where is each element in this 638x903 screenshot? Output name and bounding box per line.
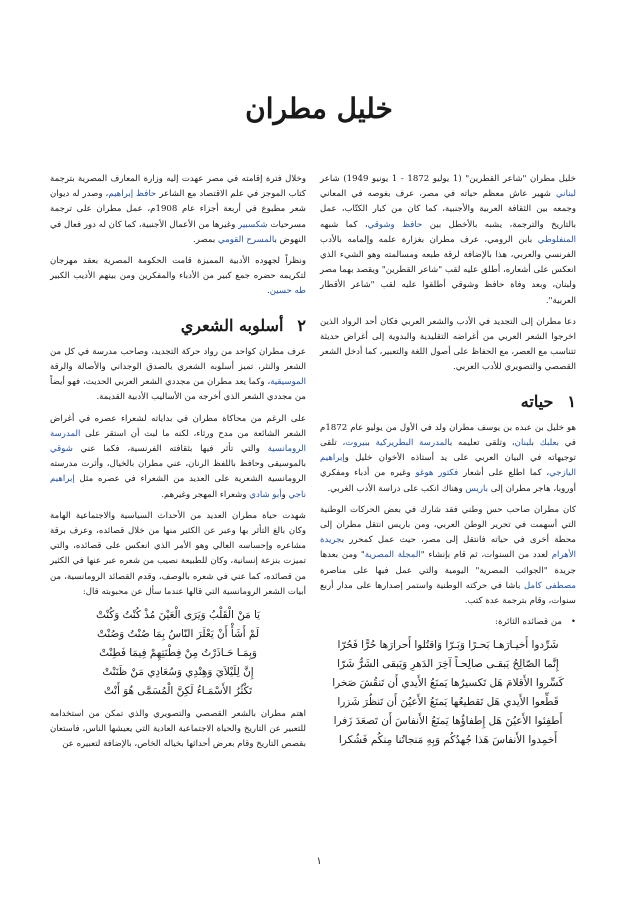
verse-line: وَبِمَـا حَـاذَرْتُ مِنْ فِطْنَتِهِمْ فِيمَا فَطِنْتْ xyxy=(99,647,257,660)
text-run: ، كما اطلع على أشعار xyxy=(458,468,550,479)
text-run: بالموسيقى وحافظ باللفظ الرنان، عني مطران بالخيال، وأثرت مدرسته الرومانسية الشعرية على العديد من الشعراء في عصره مثل xyxy=(50,459,306,485)
romantic-paragraph xyxy=(50,412,306,503)
verse-line: قَطِّعوا الأَيدي هَل تَقطيعُها يَمنَعُ الأَعيُنَ أَن تَنظُرَ شَزرا xyxy=(337,696,559,709)
inline-link[interactable]: لبنان xyxy=(514,438,532,449)
text-run: ، وكما يعد مطران من مجددي الشعر العربي الحديث، فهو أيضاً من مجددي الشعر الذي أخرجه من الأساليب الأدبية القديمة. xyxy=(50,377,306,403)
verse-line: إِنَّ لِلَيْلاَيَ وَهِنْدِي وَسُعَادِي مَنْ ظَنَنْتْ xyxy=(102,666,254,679)
right-column xyxy=(320,172,576,750)
text-run: ب xyxy=(531,438,540,449)
poem-verses xyxy=(50,606,306,701)
text-run: بمصر. xyxy=(193,234,219,245)
inline-link[interactable]: بعلبك xyxy=(539,438,559,449)
inline-link[interactable]: بيروت xyxy=(345,438,368,449)
inline-link[interactable]: باريس xyxy=(465,483,488,494)
text-run: و xyxy=(281,489,289,500)
narrative-paragraph: اهتم مطران بالشعر القصصي والتصويري والذي تمكن من استخدامه للتعبير عن التاريخ والحياة الاجتماعية العادية التي يعيشها الناس، فاستعان بقصص التاريخ وقام بعرض أحداثها بخياله الخاص، بالإضافة لتعبيره عن xyxy=(50,709,306,750)
bullet-item: • من قصائده الثائرة: xyxy=(320,615,576,630)
section-heading-style xyxy=(50,315,306,335)
page-number: ١ xyxy=(316,856,322,867)
egypt-paragraph xyxy=(50,172,306,248)
text-run: ، كما شبهه xyxy=(320,219,368,230)
text-run: هو خليل بن عبده بن يوسف مطران ولد في الأول من يوليو عام 1872م في xyxy=(320,422,576,449)
intro-paragraph xyxy=(320,172,576,309)
text-run: خليل مطران xyxy=(530,174,576,184)
verse-line: أَخمِدوا الأَنفاسَ هَذا جُهدُكُم وَبِهِ مَنجاتُنا مِنكُم فَشُكرا xyxy=(338,734,558,747)
text-run: شهير عاش معظم حياته في مصر، عرف بغوصه في المعاني وجمعه بين الثقافة العربية والأجنبية، كما كان من كبار الكتّاب، عمل بالتاريخ والترجمة، يشبه بالأخطل بين xyxy=(320,189,576,230)
text-run: "شاعر القطرين" (1 يوليو 1872 - 1 يونيو 1949) شاعر xyxy=(320,174,531,184)
verse-line: أَطفِئوا الأَعيُنَ هَل إِطفاؤُها يَمنَعُ الأَنفاسَ أَن تَصعَدَ زَفرا xyxy=(333,715,563,728)
section-number: ١ xyxy=(567,391,576,411)
text-run: لعدد من السنوات، ثم قام بإنشاء " xyxy=(420,550,552,561)
text-run: " ومن بعدها جريدة "الجوائب المصرية" اليومية والتي عمل فيها على مناصرة xyxy=(320,550,576,576)
inline-link[interactable]: الموسيقية xyxy=(270,377,306,388)
inline-link[interactable]: شوقي xyxy=(50,444,73,455)
verse-line: كَسِّروا الأَقلامَ هَل تَكسيرُها يَمنَعُ الأَيدي أَن تَنقُشَ صَخرا xyxy=(332,677,564,690)
text-run: وغيره من أدباء ومفكري أوروبا، هاجر مطران إلى xyxy=(320,468,576,494)
inline-link[interactable]: المجلة المصرية xyxy=(364,550,421,561)
inline-link[interactable]: المنفلوطي xyxy=(537,234,576,245)
section-title: أسلوبه الشعري xyxy=(180,315,284,335)
text-run: بابن الرومي، عرف مطران بغزارة علمه وإلمامه بالأدب الفرنسي والعربي، هذا بالإضافة لرقة طبعه ومسالمته وهو الشيء الذي انعكس على أشعاره، أطلق عليه لقب "شاعر القطرين" ويقصد بهما مصر ولبنان، وبعد وفاة حافظ وشوقي أطلقوا عليه لقب "شاعر الأقطار العربية". xyxy=(320,234,576,306)
inline-link[interactable]: فكتور هوغو xyxy=(415,468,459,479)
inline-link[interactable]: المدرسة البطريركية xyxy=(375,438,450,449)
inline-link[interactable]: طه حسين xyxy=(269,286,306,297)
verse-line: لَمْ أَشَأْ أَنْ يَعْلَرَ النّاسُ بِمَا صُنْتُ وَصُنْتْ xyxy=(97,628,259,641)
inline-link[interactable]: شكسبير xyxy=(238,219,268,230)
inline-link[interactable]: مصطفى كامل xyxy=(523,580,577,591)
inline-link[interactable]: لبناني xyxy=(556,189,576,200)
text-run: باشا في حركته الوطنية واستمر إصدارها على مدار أربع سنوات، وقام بترجمة عدة كتب. xyxy=(320,580,576,607)
life-paragraph xyxy=(320,421,576,497)
inline-link[interactable]: أبو شادي xyxy=(249,489,282,500)
verse-line: إِنَّما الصّالِحُ يَبقـى صالِحـاً آخِرَ الدَهرِ وَيَبقى الشَرُّ شَرّا xyxy=(337,658,559,671)
text-run: ونظراً لجهوده الأدبية المميزة قامت الحكومة المصرية بعقد مهرجان لتكريمه حضره جمع كبير من الأدباء والمفكرين ومن بينهم الأديب الكبير xyxy=(50,256,306,282)
text-run: ، وتلقى تعليمه ب xyxy=(449,438,515,449)
verse-line: يَا مَنْ الْقَلْبُ وَيَرَى الْعَيْنَ مُذْ كُنْتُ وَكُنْتْ xyxy=(95,609,261,622)
text-run: وغيرها من الأعمال الأجنبية، كما كان له دور فعال في النهوض ب xyxy=(50,219,306,245)
section-title: حياته xyxy=(520,391,554,411)
text-run: وهناك انكب على دراسة الأدب الغربي. xyxy=(327,483,466,494)
inline-link[interactable]: حافظ إبراهيم xyxy=(108,189,157,200)
inline-link[interactable]: جريدة الأهرام xyxy=(320,535,577,561)
innovation-paragraph: دعا مطران إلى التجديد في الأدب والشعر العربي فكان أحد الرواد الذين اخرجوا الشعر العربي من أغراضه التقليدية والبدوية إلى أغراض حديثة تتناسب مع العصر، مع الحفاظ على أصول اللغة والتعبير، كما أدخل الشعر القصصي والتصويري للأدب العربي. xyxy=(320,316,576,373)
text-run: ب xyxy=(367,438,376,449)
text-run: كان مطران صاحب حس وطني فقد شارك في بعض الحركات الوطنية التي أسهمت في تحرير الوطن العربي، ومن باريس انتقل مطران إلى محطة أخرى في حياته فانتقل إلى مصر، حيث عمل كمحرر ب xyxy=(320,504,576,546)
poem-verses xyxy=(320,636,576,750)
text-run: . xyxy=(266,286,270,297)
text-run: على الرغم من محاكاة مطران في بداياته لشعراء عصره في أغراض الشعر الشائعة من مدح ورثاء، لكنه ما لبث أن استقر على xyxy=(50,413,306,439)
inline-link[interactable]: المدرسة الرومانسية xyxy=(50,428,306,455)
text-run: ، وصدر له ديوان شعر مطبوع في أربعة أجزاء عام 1908م، عمل مطران على ترجمة مسرحيات xyxy=(50,189,307,230)
text-run: وشعراء المهجر وغيرهم. xyxy=(161,489,250,500)
left-column xyxy=(50,172,306,759)
honor-paragraph xyxy=(50,254,306,300)
verse-line: شَرِّدوا أَخيـارَهـا بَحـرًا وَبَـرّا وَاقتُلوا أَحرارَها حُرًّا فَحُرّا xyxy=(337,639,559,652)
text-run: والتي تأثر فيها بثقافته الفرنسية، فكما عني xyxy=(72,444,268,455)
events-paragraph: شهدت حياة مطران العديد من الأحداث السياسية والاجتماعية الهامة وكان بالغ التأثر بها وعبر عن الكثير منها من خلال قصائده، وعرف برقة مشاعره وإحساسه العالي وهو الأمر الذي انعكس على قصائده، والتي تميزت بنزعة إنسانية، وكان للطبيعة نصيب من شعره عبر عنها في الكثير من قصائده، كما عني في شعره بالوصف، وقدم القصائد الرومانسية، من أبيات الشعر الرومانسية التي قالها عندما سأل عن محبوبته قال: xyxy=(50,510,306,597)
inline-link[interactable]: إبراهيم ناجي xyxy=(50,474,306,500)
text-run: وخلال فترة إقامته في مصر عهدت إليه وزارة المعارف المصرية بترجمة كتاب الموجز في علم الاقتصاد مع الشاعر xyxy=(50,174,306,200)
inline-link[interactable]: إبراهيم اليازجي xyxy=(320,453,576,479)
text-run: ، تلقى توجيهاته في البيان العربي على يد أستاذه الأخوان خليل و xyxy=(320,438,576,464)
verse-line: تَكْثُرُ الأَسْمَـاءُ لَكِنَّ الْمُسَمَّى هُوَ أَنْتْ xyxy=(103,685,253,698)
style-paragraph xyxy=(50,345,306,406)
page-title: خليل مطران xyxy=(245,92,393,125)
section-heading-life xyxy=(320,391,576,411)
patriotism-paragraph xyxy=(320,503,576,609)
section-number: ٢ xyxy=(297,315,306,335)
inline-link[interactable]: حافظ وشوقي xyxy=(367,219,423,230)
text-run: عرف مطران كواحد من رواد حركة التجديد، وصاحب مدرسة في كل من الشعر والنثر، تميز أسلوبه الشعري بالصدق الوجداني والأصالة والرقة xyxy=(50,346,306,373)
inline-link[interactable]: المسرح القومي xyxy=(218,234,275,245)
